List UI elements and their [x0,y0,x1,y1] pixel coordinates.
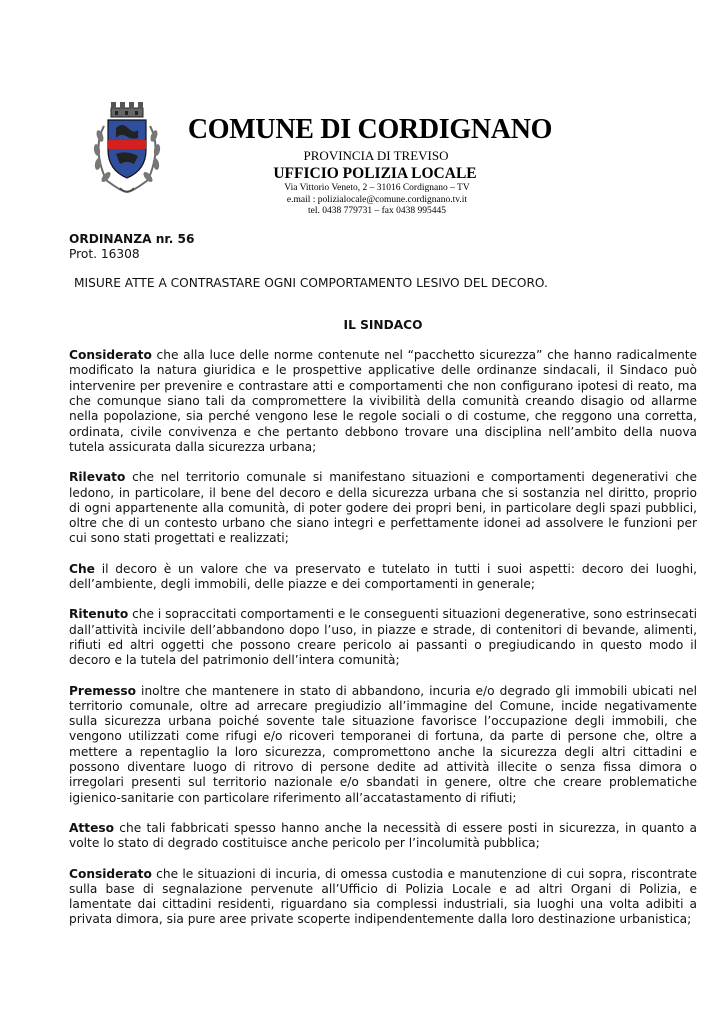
paragraph-text: che tali fabbricati spesso hanno anche la necessità di essere posti in sicurezza, in quanto a volte lo stato di degrado costituisce anche pericolo per l’incolumità pubblica; [69,820,697,851]
paragraph [69,607,697,668]
paragraph-text: che alla luce delle norme contenute nel “pacchetto sicurezza” che hanno radicalmente modificato la natura giuridica e le prospettive applicative delle ordinanze sindacali, il Sindaco può intervenire per prevenire e contrastare atti e comportamenti che non configurano ipotesi di reato, ma che comunque siano tali da compromettere la vivibilità della comunità creando disagio od allarme nella popolazione, sia perché vengono lese le regole sociali o di costume, che reggono una corretta, ordinata, civile convivenza e che pertanto debbono trovare una disciplina nell’ambito della nuova tutela assicurata dalla sicurezza urbana; [69,348,697,454]
ordinance-subject: MISURE ATTE A CONTRASTARE OGNI COMPORTAMENTO LESIVO DEL DECORO. [74,275,548,290]
ordinance-body [69,232,697,940]
paragraph-keyword: Che [69,561,95,576]
letterhead [170,114,570,218]
paragraph-keyword: Considerato [69,348,152,363]
paragraph-text: che i sopraccitati comportamenti e le conseguenti situazioni degenerative, sono estrinsecati dall’attività incivile dell’abbandono dopo l’uso, in piazze e strade, di contenitori di bevande, alimenti, rifiuti ed altri oggetti che possono creare pericolo ai passanti o pregiudicando in questo modo il decoro e la tutela del patrimonio dell’intera comunità; [69,607,697,668]
paragraph-keyword: Atteso [69,820,114,835]
office-name: UFFICIO POLIZIA LOCALE [273,165,477,182]
paragraph-keyword: Premesso [69,683,137,698]
paragraph-text: che nel territorio comunale si manifestano situazioni e comportamenti degenerativi che ledono, in particolare, il bene del decoro e della sicurezza urbana che si sostanzia nel diritto, proprio di ogni appartenente alla comunità, di poter godere dei propri beni, in particolare degli spazi pubblici, oltre che di un contesto urbano che siano integri e perfettamente idonei ad assolvere le funzioni per cui sono stati progettati e realizzati; [69,470,697,546]
office-address: Via Vittorio Veneto, 2 – 31016 Cordignano – TV [284,183,470,193]
protocol-number: Prot. 16308 [69,247,140,262]
paragraph-keyword: Rilevato [69,470,126,485]
paragraph [69,821,697,852]
paragraph-keyword: Ritenuto [69,607,129,622]
paragraph-text: inoltre che mantenere in stato di abbandono, incuria e/o degrado gli immobili ubicati nel territorio comunale, oltre ad arrecare pregiudizio all’immagine del Comune, incide negativamente sulla sicurezza urbana poiché sovente tale situazione favorisce l’occupazione degli immobili, che vengono utilizzati come rifugi e/o ricoveri temporanei di fortuna, da parte di persone che, oltre a mettere a repentaglio la loro sicurezza, compromettono anche la sicurezza degli altri cittadini e possono diventare luogo di ritrovo di persone dedite ad attività illecite o senza fissa dimora o irregolari presenti sul territorio nazionale e/o sbandati in genere, oltre che creare problematiche igienico-sanitarie con particolare riferimento all’accatastamento di rifiuti; [69,683,697,805]
mayor-heading: IL SINDACO [343,317,423,332]
paragraph-text: che le situazioni di incuria, di omessa custodia e manutenzione di cui sopra, riscontrate sulla base di segnalazione pervenute all’Ufficio di Polizia Locale e ad altri Organi di Polizia, e lamentate dai cittadini residenti, riguardano sia complessi industriali, sia luoghi una volta adibiti a privata dimora, sia pure aree private scoperte indipendentemente dalla loro destinazione urbanistica; [69,866,697,927]
paragraph [69,867,697,928]
paragraph-keyword: Considerato [69,866,152,881]
ordinance-number: ORDINANZA nr. 56 [69,232,195,246]
town-name: COMUNE DI CORDIGNANO [187,114,553,145]
office-phone: tel. 0438 779731 – fax 0438 995445 [307,206,446,216]
office-email: e.mail : polizialocale@comune.cordignano.tv.it [286,194,468,205]
paragraph [69,684,697,806]
paragraph-text: il decoro è un valore che va preservato e tutelato in tutti i suoi aspetti: decoro dei luoghi, dell’ambiente, degli immobili, delle piazze e dei comportamenti in generale; [69,561,697,592]
paragraph [69,470,697,546]
municipal-crest-icon [82,98,172,198]
paragraph [69,562,697,593]
paragraph [69,348,697,455]
province-name: PROVINCIA DI TREVISO [303,148,449,163]
